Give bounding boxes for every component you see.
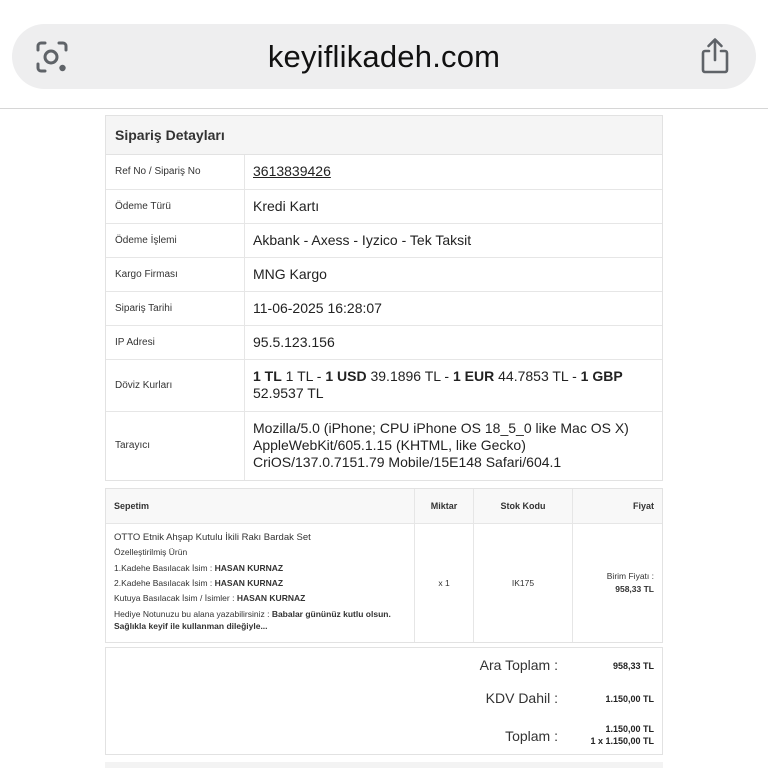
custom-line-1-value: HASAN KURNAZ bbox=[214, 562, 284, 573]
vat-value: 1.150,00 TL bbox=[605, 694, 654, 704]
total-label: Toplam : bbox=[505, 728, 558, 744]
product-customized: Özelleştirilmiş Ürün bbox=[114, 547, 188, 558]
address-bar[interactable] bbox=[12, 24, 756, 89]
gbp-rate: 52.9537 TL bbox=[253, 385, 324, 401]
product-name: OTTO Etnik Ahşap Kutulu İkili Rakı Bardak Set bbox=[114, 532, 311, 543]
payment-type-value: Kredi Kartı bbox=[245, 189, 663, 223]
ip-address-value: 95.5.123.156 bbox=[245, 325, 663, 359]
payment-process-label: Ödeme İşlemi bbox=[106, 223, 245, 257]
eur-code: 1 EUR bbox=[453, 368, 495, 384]
order-row-browser bbox=[106, 411, 662, 480]
order-date-value: 11-06-2025 16:28:07 bbox=[245, 291, 663, 325]
custom-line-1-label: 1.Kadehe Basılacak İsim : bbox=[114, 562, 215, 573]
custom-line-2 bbox=[114, 576, 414, 591]
cart-header-qty: Miktar bbox=[415, 489, 474, 524]
cart-table bbox=[106, 489, 662, 642]
gift-note-value: Babalar gününüz kutlu olsun. Sağlıkla keyif ile kullanman dileğiyle... bbox=[114, 609, 391, 632]
payment-process-value: Akbank - Axess - Iyzico - Tek Taksit bbox=[245, 223, 663, 257]
share-icon[interactable] bbox=[698, 37, 732, 75]
custom-line-3-label: Kutuya Basılacak İsim / İsimler : bbox=[114, 593, 237, 604]
vat-label: KDV Dahil : bbox=[485, 690, 558, 706]
cart-item-details bbox=[106, 524, 415, 643]
custom-line-1 bbox=[114, 561, 414, 576]
unit-price-label: Birim Fiyatı : bbox=[606, 571, 654, 582]
currency-rates-value bbox=[245, 359, 663, 411]
total-detail: 1 x 1.150,00 TL bbox=[590, 736, 654, 746]
order-details-panel bbox=[105, 115, 663, 481]
subtotal-row bbox=[106, 656, 662, 676]
cart-header-basket: Sepetim bbox=[106, 489, 415, 524]
unit-price-value: 958,33 TL bbox=[615, 584, 654, 595]
eur-rate: 44.7853 TL - bbox=[494, 368, 581, 384]
custom-line-2-value: HASAN KURNAZ bbox=[214, 577, 284, 588]
currency-rates-label: Döviz Kurları bbox=[106, 359, 245, 411]
payment-type-label: Ödeme Türü bbox=[106, 189, 245, 223]
shipping-company-label: Kargo Firması bbox=[106, 257, 245, 291]
user-agent-value: Mozilla/5.0 (iPhone; CPU iPhone OS 18_5_0 like Mac OS X) AppleWebKit/605.1.15 (KHTML, like Gecko) CriOS/137.0.7151.79 Mobile/15E148 Safari/604.1 bbox=[245, 411, 663, 480]
order-details-title: Sipariş Detayları bbox=[106, 116, 662, 155]
order-info-table bbox=[106, 155, 662, 480]
total-value-block bbox=[590, 723, 654, 747]
order-row-date bbox=[106, 291, 662, 325]
order-row-shipping bbox=[106, 257, 662, 291]
cart-item-qty: x 1 bbox=[415, 524, 474, 643]
tl-rate: 1 TL - bbox=[281, 368, 326, 384]
subtotal-label: Ara Toplam : bbox=[479, 657, 558, 673]
cart-item-row bbox=[106, 524, 662, 643]
order-row-payment-type bbox=[106, 189, 662, 223]
cart-header-price: Fiyat bbox=[573, 489, 663, 524]
gift-note bbox=[114, 608, 414, 632]
order-date-label: Sipariş Tarihi bbox=[106, 291, 245, 325]
custom-line-2-label: 2.Kadehe Basılacak İsim : bbox=[114, 577, 215, 588]
usd-rate: 39.1896 TL - bbox=[366, 368, 453, 384]
url-text[interactable]: keyiflikadeh.com bbox=[267, 39, 501, 74]
order-row-ip bbox=[106, 325, 662, 359]
cart-header-stock: Stok Kodu bbox=[474, 489, 573, 524]
browser-label: Tarayıcı bbox=[106, 411, 245, 480]
tl-code: 1 TL bbox=[253, 368, 282, 384]
totals-panel bbox=[105, 647, 663, 755]
custom-line-3 bbox=[114, 591, 414, 606]
order-row-currency bbox=[106, 359, 662, 411]
cart-header-row bbox=[106, 489, 662, 524]
order-row-ref bbox=[106, 155, 662, 189]
usd-code: 1 USD bbox=[325, 368, 367, 384]
cart-item-stock-code: IK175 bbox=[474, 524, 573, 643]
total-row bbox=[106, 722, 662, 750]
gift-note-label: Hediye Notunuzu bu alana yazabilirsiniz : bbox=[114, 609, 272, 620]
cart-item-price bbox=[573, 524, 663, 643]
custom-line-3-value: HASAN KURNAZ bbox=[236, 593, 306, 604]
order-row-payment-process bbox=[106, 223, 662, 257]
ref-label: Ref No / Sipariş No bbox=[106, 155, 245, 189]
cart-panel bbox=[105, 488, 663, 643]
ip-address-label: IP Adresi bbox=[106, 325, 245, 359]
subtotal-value: 958,33 TL bbox=[612, 661, 654, 671]
browser-toolbar bbox=[0, 0, 768, 109]
total-value: 1.150,00 TL bbox=[605, 724, 654, 734]
vat-row bbox=[106, 689, 662, 709]
shipping-company-value: MNG Kargo bbox=[245, 257, 663, 291]
gbp-code: 1 GBP bbox=[580, 368, 623, 384]
next-section-edge bbox=[105, 762, 663, 768]
order-ref-link[interactable]: 3613839426 bbox=[253, 163, 331, 180]
